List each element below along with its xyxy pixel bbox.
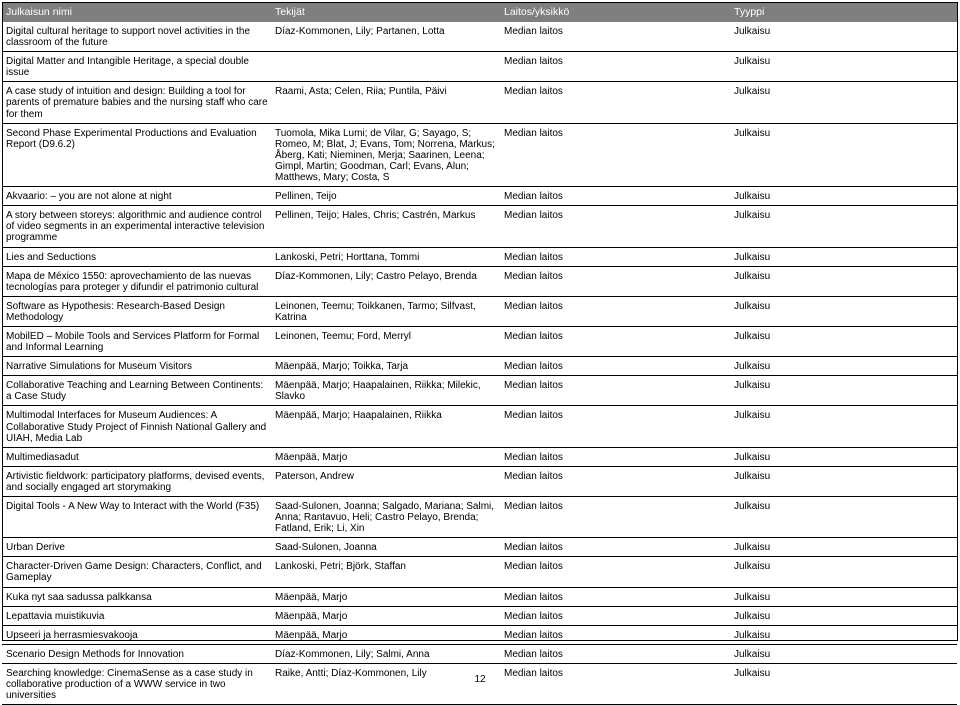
type-cell: Julkaisu bbox=[734, 210, 771, 222]
header-title: Julkaisun nimi bbox=[2, 2, 271, 22]
publications-table bbox=[2, 2, 957, 705]
type-cell: Julkaisu bbox=[734, 470, 771, 482]
table-row bbox=[2, 625, 957, 644]
type-cell: Julkaisu bbox=[734, 561, 771, 573]
authors-cell: Saad-Sulonen, Joanna; Salgado, Mariana; Salmi, Anna; Rantavuo, Heli; Castro Pelayo, Brenda; Fatland, Erik; Li, Xin bbox=[275, 501, 495, 535]
unit-cell: Median laitos bbox=[504, 610, 563, 622]
table-row bbox=[2, 587, 957, 606]
unit-cell: Median laitos bbox=[504, 629, 563, 641]
unit-cell: Median laitos bbox=[504, 591, 563, 603]
unit-cell: Median laitos bbox=[504, 648, 563, 660]
title-cell: Akvaario: – you are not alone at night bbox=[6, 191, 172, 203]
table-row bbox=[2, 538, 957, 557]
title-cell: Digital Matter and Intangible Heritage, a special double issue bbox=[6, 56, 249, 79]
authors-cell: Raami, Asta; Celen, Riia; Puntila, Päivi bbox=[275, 86, 447, 98]
unit-cell: Median laitos bbox=[504, 191, 563, 203]
unit-cell: Median laitos bbox=[504, 542, 563, 554]
table-row bbox=[2, 187, 957, 206]
authors-cell bbox=[271, 52, 500, 82]
unit-cell: Median laitos bbox=[504, 210, 563, 222]
table-row bbox=[2, 357, 957, 376]
unit-cell: Median laitos bbox=[504, 410, 563, 422]
title-cell: Software as Hypothesis: Research-Based Design Methodology bbox=[6, 300, 225, 323]
type-cell: Julkaisu bbox=[734, 629, 771, 641]
authors-cell: Lankoski, Petri; Horttana, Tommi bbox=[275, 251, 420, 263]
type-cell: Julkaisu bbox=[734, 501, 771, 512]
table-row bbox=[2, 22, 957, 52]
table-row bbox=[2, 123, 957, 186]
type-cell: Julkaisu bbox=[734, 191, 771, 203]
authors-cell: Saad-Sulonen, Joanna bbox=[275, 542, 377, 554]
type-cell: Julkaisu bbox=[734, 56, 771, 68]
table-row bbox=[2, 52, 957, 82]
type-cell: Julkaisu bbox=[734, 361, 771, 373]
type-cell: Julkaisu bbox=[734, 451, 771, 463]
type-cell: Julkaisu bbox=[734, 86, 771, 98]
authors-cell: Díaz-Kommonen, Lily; Salmi, Anna bbox=[275, 648, 430, 660]
unit-cell: Median laitos bbox=[504, 470, 563, 482]
header-type: Tyyppi bbox=[730, 2, 957, 22]
title-cell: Mapa de México 1550: aprovechamiento de las nuevas tecnologías para proteger y difundir el patrimonio cultural bbox=[6, 270, 259, 293]
authors-cell: Mäenpää, Marjo; Haapalainen, Riikka bbox=[275, 410, 442, 422]
authors-cell: Leinonen, Teemu; Toikkanen, Tarmo; Silfvast, Katrina bbox=[275, 300, 476, 323]
table-row bbox=[2, 644, 957, 663]
authors-cell: Pellinen, Teijo bbox=[275, 191, 337, 203]
authors-cell: Raike, Antti; Díaz-Kommonen, Lily bbox=[275, 667, 427, 679]
authors-cell: Leinonen, Teemu; Ford, Merryl bbox=[275, 330, 411, 342]
unit-cell: Median laitos bbox=[504, 26, 563, 37]
table-row bbox=[2, 266, 957, 296]
unit-cell: Median laitos bbox=[504, 330, 563, 342]
authors-cell: Lankoski, Petri; Björk, Staffan bbox=[275, 561, 406, 573]
authors-cell: Paterson, Andrew bbox=[275, 470, 354, 482]
title-cell: Lepattavia muistikuvia bbox=[6, 610, 105, 622]
title-cell: Urban Derive bbox=[6, 542, 65, 554]
unit-cell: Median laitos bbox=[504, 361, 563, 373]
table-row bbox=[2, 606, 957, 625]
type-cell: Julkaisu bbox=[734, 26, 771, 37]
authors-cell: Mäenpää, Marjo bbox=[275, 451, 348, 463]
type-cell: Julkaisu bbox=[734, 380, 771, 392]
title-cell: MobilED – Mobile Tools and Services Platform for Formal and Informal Learning bbox=[6, 330, 260, 354]
table-row bbox=[2, 447, 957, 466]
type-cell: Julkaisu bbox=[734, 410, 771, 422]
type-cell: Julkaisu bbox=[734, 300, 771, 312]
title-cell: Multimediasadut bbox=[6, 451, 79, 463]
authors-cell: Pellinen, Teijo; Hales, Chris; Castrén, Markus bbox=[275, 210, 476, 222]
authors-cell: Mäenpää, Marjo bbox=[275, 610, 348, 622]
table-row bbox=[2, 206, 957, 247]
title-cell: Multimodal Interfaces for Museum Audiences: A Collaborative Study Project of Finnish National Gallery and UIAH, Media Lab bbox=[6, 410, 267, 444]
table-row bbox=[2, 82, 957, 123]
table-row bbox=[2, 296, 957, 326]
unit-cell: Median laitos bbox=[504, 127, 563, 139]
table-row bbox=[2, 406, 957, 447]
unit-cell: Median laitos bbox=[504, 251, 563, 263]
table-row bbox=[2, 376, 957, 406]
type-cell: Julkaisu bbox=[734, 610, 771, 622]
title-cell: A case study of intuition and design: Building a tool for parents of premature babies and the nursing staff who care for them bbox=[6, 86, 268, 120]
title-cell: Lies and Seductions bbox=[6, 251, 97, 263]
type-cell: Julkaisu bbox=[734, 127, 771, 139]
title-cell: Searching knowledge: CinemaSense as a case study in collaborative production of a WWW service in two universities bbox=[6, 667, 253, 702]
unit-cell: Median laitos bbox=[504, 380, 563, 392]
unit-cell: Median laitos bbox=[504, 270, 563, 282]
unit-cell: Median laitos bbox=[504, 56, 563, 68]
table-row bbox=[2, 497, 957, 538]
authors-cell: Tuomola, Mika Lumi; de Vilar, G; Sayago, S; Romeo, M; Blat, J; Evans, Tom; Norrena, Markus; Åberg, Kati; Nieminen, Merja; Saarinen, Leena; Gimpl, Martin; Goodman, Carl; Evans, Alun; Matthews, Mary; Costa, S bbox=[275, 127, 495, 184]
table-row bbox=[2, 326, 957, 356]
title-cell: Character-Driven Game Design: Characters, Conflict, and Gameplay bbox=[6, 561, 262, 584]
type-cell: Julkaisu bbox=[734, 648, 771, 660]
type-cell: Julkaisu bbox=[734, 542, 771, 554]
type-cell: Julkaisu bbox=[734, 330, 771, 342]
table-header-row bbox=[2, 2, 957, 22]
type-cell: Julkaisu bbox=[734, 667, 771, 679]
authors-cell: Mäenpää, Marjo bbox=[275, 591, 348, 603]
authors-cell: Mäenpää, Marjo; Toikka, Tarja bbox=[275, 361, 409, 373]
table-row bbox=[2, 247, 957, 266]
authors-cell: Mäenpää, Marjo; Haapalainen, Riikka; Milekic, Slavko bbox=[275, 380, 481, 403]
authors-cell: Mäenpää, Marjo bbox=[275, 629, 348, 641]
authors-cell: Díaz-Kommonen, Lily; Castro Pelayo, Brenda bbox=[275, 270, 477, 282]
title-cell: Artivistic fieldwork: participatory platforms, devised events, and socially engaged art storymaking bbox=[6, 470, 265, 493]
title-cell: Narrative Simulations for Museum Visitors bbox=[6, 361, 192, 373]
page-number: 12 bbox=[474, 674, 486, 685]
title-cell: Kuka nyt saa sadussa palkkansa bbox=[6, 591, 152, 603]
unit-cell: Median laitos bbox=[504, 667, 563, 679]
authors-cell: Díaz-Kommonen, Lily; Partanen, Lotta bbox=[275, 26, 445, 37]
title-cell: Digital cultural heritage to support novel activities in the classroom of the future bbox=[6, 26, 251, 49]
unit-cell: Median laitos bbox=[504, 86, 563, 98]
type-cell: Julkaisu bbox=[734, 251, 771, 263]
unit-cell: Median laitos bbox=[504, 501, 563, 512]
title-cell: Second Phase Experimental Productions and Evaluation Report (D9.6.2) bbox=[6, 127, 257, 150]
table-row bbox=[2, 466, 957, 496]
unit-cell: Median laitos bbox=[504, 300, 563, 312]
table-row bbox=[2, 557, 957, 587]
title-cell: Upseeri ja herrasmiesvakooja bbox=[6, 629, 138, 641]
unit-cell: Median laitos bbox=[504, 561, 563, 573]
header-unit: Laitos/yksikkö bbox=[500, 2, 730, 22]
title-cell: A story between storeys: algorithmic and audience control of video segments in an experimental interactive television programme bbox=[6, 210, 265, 244]
title-cell: Scenario Design Methods for Innovation bbox=[6, 648, 184, 660]
unit-cell: Median laitos bbox=[504, 451, 563, 463]
title-cell: Digital Tools - A New Way to Interact with the World (F35) bbox=[6, 501, 260, 512]
type-cell: Julkaisu bbox=[734, 591, 771, 603]
header-authors: Tekijät bbox=[271, 2, 500, 22]
type-cell: Julkaisu bbox=[734, 270, 771, 282]
title-cell: Collaborative Teaching and Learning Between Continents: a Case Study bbox=[6, 380, 264, 403]
